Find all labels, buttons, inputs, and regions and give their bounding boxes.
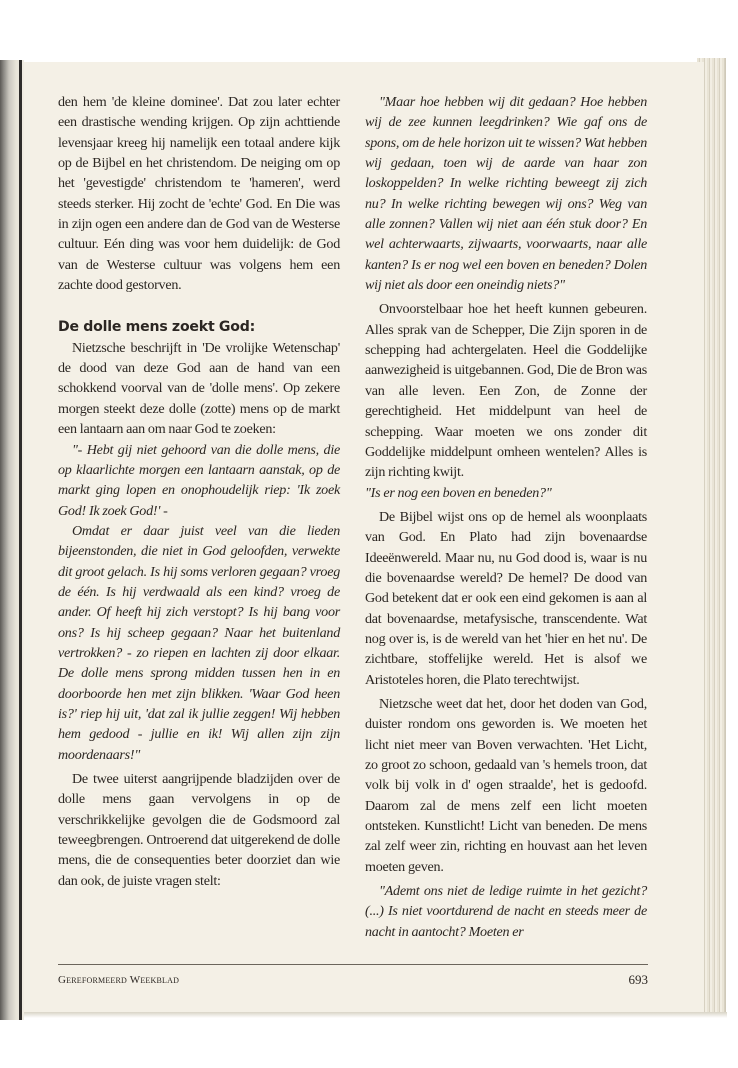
quote-paragraph: "Is er nog een boven en beneden?": [365, 484, 552, 501]
page-number: 693: [628, 972, 648, 987]
quote-paragraph: "Maar hoe hebben wij dit gedaan? Hoe hebben wij de zee kunnen leegdrinken? Wie gaf ons de spons, om de hele horizon uit te wissen? Wat hebben wij gedaan, toen wij de aarde van haar zon loskoppelden? In welke richting beweegt zij zich nu? In welke richting bewegen wij ons? Weg van alle zonnen? Vallen wij niet aan één stuk door? En wel achterwaarts, zijwaarts, voorwaarts, naar alle kanten? Is er nog wel een boven en beneden? Dolen wij niet als door een oneindig niets?": [365, 94, 647, 294]
paragraph: Nietzsche weet dat het, door het doden van God, duister rondom ons geworden is. We moeten het licht niet meer van Boven verwachten. 'Het Licht, zo groot zo schoon, gedaald van 's hemels troon, dat volk bij volk in d' ogen straalde', het is gedoofd. Daarom zal de mens zelf een licht moeten ontsteken. Kunstlicht! Licht van beneden. De mens zal zelf weer zin, richting en houvast aan het leven moeten geven.: [365, 695, 647, 875]
left-column: [58, 92, 340, 891]
quote-paragraph: Omdat er daar juist veel van die lieden bijeenstonden, die niet in God geloofden, verwekte dit groot gelach. Is hij soms verloren gegaan? vroeg de één. Is hij verdwaald als een kind? vroeg de ander. Of heeft hij zich verstopt? Is hij bang voor ons? Is hij scheep gegaan? Naar het buitenland vertrokken? - zo riepen en lachten zij door elkaar. De dolle mens sprong midden tussen hen in en doorboorde hen met zijn blikken. 'Waar God heen is?' riep hij uit, 'dat zal ik jullie zeggen! Wij hebben hem gedood - jullie en ik! Wij allen zijn zijn moordenaars!": [58, 522, 340, 763]
right-column: [365, 92, 647, 942]
paragraph: den hem 'de kleine dominee'. Dat zou later echter een drastische wending krijgen. Op zijn achttiende levensjaar kreeg hij namelijk een totaal andere kijk op de Bijbel en het christendom. De neiging om op het 'gevestigde' christendom te 'hameren', werd steeds sterker. Hij zocht de 'echte' God. En Die was in zijn ogen een andere dan de God van de Westerse cultuur. Eén ding was voor hem duidelijk: de God van de Westerse cultuur was volgens hem een zachte dood gestorven.: [58, 94, 340, 294]
page-shadow: [24, 1012, 727, 1018]
paragraph: Onvoorstelbaar hoe het heeft kunnen gebeuren. Alles sprak van de Schepper, Die Zijn sporen in de schepping had achtergelaten. Heel die Goddelijke aanwezigheid is uitgebannen. God, Die de Bron was van alle leven. Een Zon, de Zonne der gerechtigheid. Het middelpunt van heel de schepping. Waar moeten we ons zonder dit Goddelijke middelpunt omheen wentelen? Alles is zijn richting kwijt.: [365, 301, 647, 481]
quote-paragraph: "Ademt ons niet de ledige ruimte in het gezicht? (...) Is niet voortdurend de nacht en steeds meer de nacht in aantocht? Moeten er: [365, 883, 647, 940]
paragraph: De Bijbel wijst ons op de hemel als woonplaats van God. En Plato had zijn bovenaardse Ideeënwereld. Maar nu, nu God dood is, waar is nu die bovenaardse wereld? De hemel? De dood van God betekent dat er ook een eind gekomen is aan al dat bovenaardse, metafysische, transcendente. Wat nog over is, is de wereld van het 'hier en het nu'. De zichtbare, stoffelijke wereld. Het is alsof we Aristoteles horen, die Plato terechtwijst.: [365, 508, 647, 688]
paragraph: De twee uiterst aangrijpende bladzijden over de dolle mens gaan vervolgens in op de verschrikkelijke gevolgen die de Godsmoord zal teweegbrengen. Ontroerend dat uitgerekend de dolle mens, die de consequenties beter doorziet dan wie dan ook, de juiste vragen stelt:: [58, 771, 340, 889]
footer-divider: [58, 964, 648, 965]
publication-name: Gereformeerd Weekblad: [58, 974, 180, 986]
book-binding: [0, 60, 24, 1020]
paragraph: Nietzsche beschrijft in 'De vrolijke Wetenschap' de dood van deze God aan de hand van een schokkend voorval van de 'dolle mens'. Op zekere morgen steekt deze dolle (zotte) mens op de markt een lantaarn aan om naar God te zoeken:: [58, 339, 340, 438]
quote-paragraph: "- Hebt gij niet gehoord van die dolle mens, die op klaarlichte morgen een lantaarn aanstak, op de markt ging lopen en onophoudelijk riep: 'Ik zoek God! Ik zoek God!' -: [58, 441, 340, 519]
section-heading: De dolle mens zoekt God:: [58, 319, 256, 336]
